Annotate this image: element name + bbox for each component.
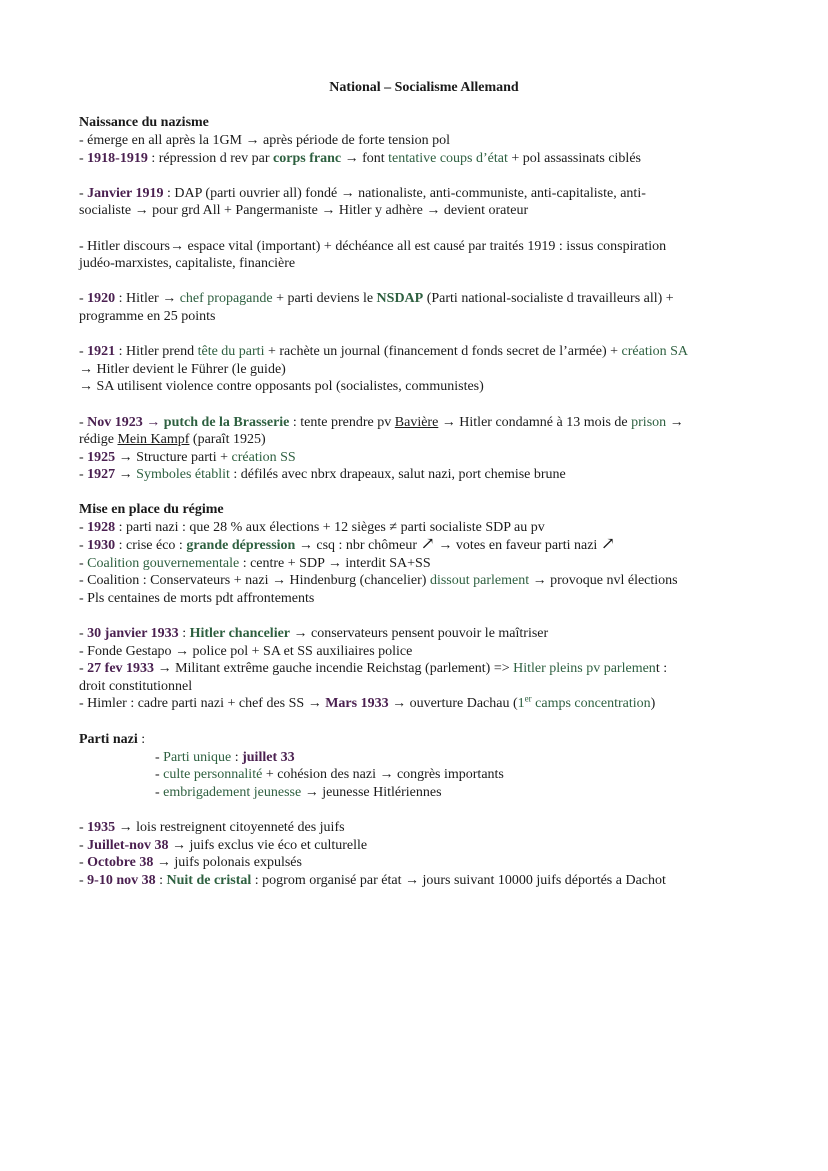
key-term: culte personnalité <box>163 767 263 783</box>
text-line: droit constitutionnel <box>79 678 193 694</box>
text-line: - 30 janvier 1933 : Hitler chancelier → conservateurs pensent pouvoir le maîtriser <box>79 626 549 642</box>
date: 1920 <box>87 291 116 307</box>
key-term: corps franc <box>273 150 342 166</box>
key-term: 1 <box>517 696 525 712</box>
text-line: - 1935 → lois restreignent citoyenneté des juifs <box>79 819 345 835</box>
key-term: prison <box>631 414 667 430</box>
text-line: - 1918-1919 : répression d rev par corps franc → font tentative coups d’état + pol assassinats ciblés <box>79 150 641 166</box>
key-term: NSDAP <box>376 291 424 307</box>
date: 1918-1919 <box>87 150 148 166</box>
section-heading-naissance: Naissance du nazisme <box>79 115 209 130</box>
text-line: socialiste → pour grd All + Pangermaniste → Hitler y adhère → devient orateur <box>79 203 529 219</box>
date: 1927 <box>87 467 116 483</box>
text-line: - 9-10 nov 38 : Nuit de cristal : pogrom organisé par état → jours suivant 10000 juifs déportés a Dachot <box>79 872 666 888</box>
underlined-term: Mein Kampf <box>117 432 190 448</box>
list-item: - embrigadement jeunesse → jeunesse Hitlériennes <box>155 784 442 800</box>
date: 1925 <box>87 449 116 465</box>
key-term: Symboles établit <box>136 467 230 483</box>
text-line: - Hitler discours→ espace vital (important) + déchéance all est causé par traités 1919 : issus conspiration <box>79 238 667 254</box>
date: 1930 <box>87 538 116 554</box>
text-line: - 1930 : crise éco : grande dépression → csq : nbr chômeur ↗ → votes en faveur parti nazi ↗ <box>79 534 616 554</box>
page-title: National – Socialisme Allemand <box>329 80 519 95</box>
increase-arrow-icon: ↗ <box>600 534 616 554</box>
key-term: embrigadement jeunesse <box>163 784 302 800</box>
date: Octobre 38 <box>87 855 154 871</box>
key-term: création SA <box>621 344 689 360</box>
key-term: Nuit de cristal <box>166 872 252 888</box>
text-line: - Fonde Gestapo → police pol + SA et SS auxiliaires police <box>79 643 413 659</box>
text-line: - 1925 → Structure parti + création SS <box>79 449 296 465</box>
key-term: tentative coups d’état <box>388 150 508 166</box>
key-term: camps concentration <box>531 696 651 712</box>
date: Mars 1933 <box>325 696 389 712</box>
key-term: création SS <box>231 449 296 465</box>
date: 1921 <box>87 344 116 360</box>
section-heading-parti-nazi: Parti nazi : <box>79 731 146 747</box>
text-line: programme en 25 points <box>79 308 216 324</box>
key-term: Coalition gouvernementale <box>87 555 240 571</box>
key-term: chef propagande <box>179 291 273 307</box>
increase-arrow-icon: ↗ <box>420 534 435 554</box>
key-term: Hitler pleins pv parlemen <box>513 661 656 677</box>
text-line: - 1928 : parti nazi : que 28 % aux élections + 12 sièges ≠ parti socialiste SDP au pv <box>79 520 545 536</box>
date: 30 janvier 1933 <box>87 626 179 642</box>
date: juillet 33 <box>242 749 295 765</box>
text-line: - Nov 1923 → putch de la Brasserie : tente prendre pv Bavière → Hitler condamné à 13 mois de prison → <box>79 414 684 430</box>
date: 27 fev 1933 <box>87 661 155 677</box>
key-term: Hitler chancelier <box>189 626 291 642</box>
date: 1935 <box>87 819 116 835</box>
text-line: - Janvier 1919 : DAP (parti ouvrier all) fondé → nationaliste, anti-communiste, anti-capitaliste, anti- <box>79 185 646 201</box>
list-item: - Parti unique : juillet 33 <box>155 749 295 765</box>
document-page <box>79 80 759 889</box>
key-term: putch de la Brasserie <box>163 414 290 430</box>
text-line: → SA utilisent violence contre opposants pol (socialistes, communistes) <box>79 379 484 395</box>
key-term: dissout parlement <box>429 573 530 589</box>
text-line: → Hitler devient le Führer (le guide) <box>79 361 286 377</box>
text-line: rédige Mein Kampf (paraît 1925) <box>79 432 266 448</box>
section-heading-regime: Mise en place du régime <box>79 502 224 518</box>
text-line: judéo-marxistes, capitaliste, financière <box>79 256 296 272</box>
date: 1928 <box>87 520 116 536</box>
date: Juillet-nov 38 <box>87 837 169 853</box>
date: 9-10 nov 38 <box>87 872 156 888</box>
text-line: - 1920 : Hitler → chef propagande + parti deviens le NSDAP (Parti national-socialiste d travailleurs all) + <box>79 291 674 307</box>
text-line: - 27 fev 1933 → Militant extrême gauche incendie Reichstag (parlement) => Hitler pleins pv parlement : <box>79 661 668 677</box>
text-line: - émerge en all après la 1GM → après période de forte tension pol <box>79 133 450 148</box>
list-item: - culte personnalité + cohésion des nazi → congrès importants <box>155 767 504 783</box>
key-term: Parti unique <box>163 749 232 765</box>
underlined-term: Bavière <box>394 414 439 430</box>
text-line: - 1927 → Symboles établit : défilés avec nbrx drapeaux, salut nazi, port chemise brune <box>79 467 566 483</box>
text-line: - Coalition gouvernementale : centre + SDP → interdit SA+SS <box>79 555 431 571</box>
text-line: - Pls centaines de morts pdt affrontements <box>79 590 315 606</box>
text-line: - Coalition : Conservateurs + nazi → Hindenburg (chancelier) dissout parlement → provoque nvl élections <box>79 573 678 589</box>
text-line: - Juillet-nov 38 → juifs exclus vie éco et culturelle <box>79 837 368 853</box>
text-line: - 1921 : Hitler prend tête du parti + rachète un journal (financement d fonds secret de l’armée) + création SA <box>79 344 689 360</box>
key-term: tête du parti <box>197 344 265 360</box>
date: Nov 1923 <box>87 414 143 430</box>
text-line: - Himler : cadre parti nazi + chef des SS → Mars 1933 → ouverture Dachau (1er camps concentration) <box>79 693 656 712</box>
text-line: - Octobre 38 → juifs polonais expulsés <box>79 855 302 871</box>
date: Janvier 1919 <box>87 185 164 201</box>
key-term: grande dépression <box>186 538 296 554</box>
